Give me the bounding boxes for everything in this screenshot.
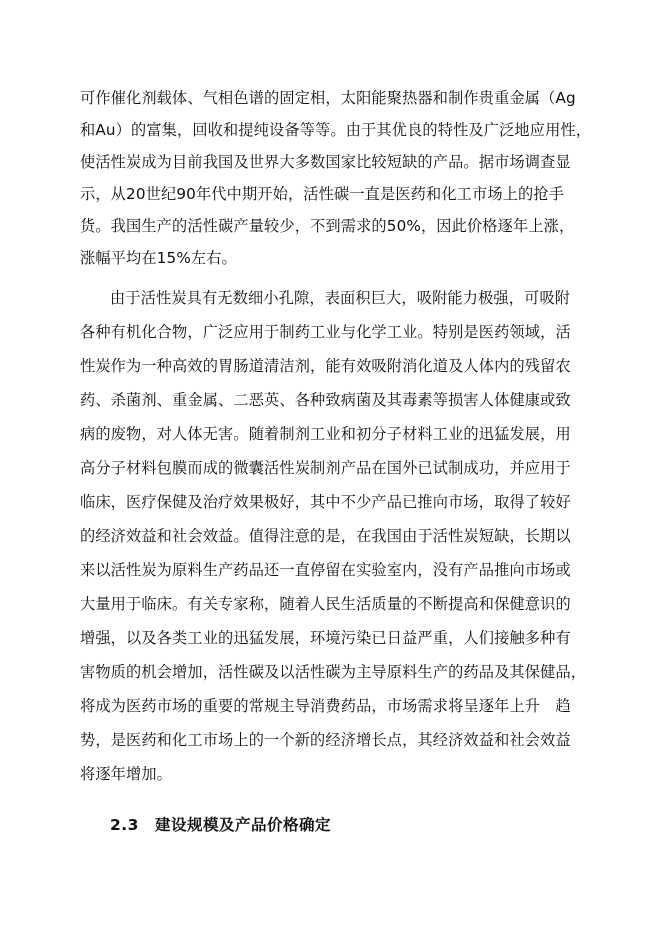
paragraph-line: 将逐年增加。 xyxy=(80,765,173,783)
paragraph-line: 将成为医药市场的重要的常规主导消费药品，市场需求将呈逐年上升 趋 xyxy=(80,697,571,715)
paragraph-line: 涨幅平均在15%左右。 xyxy=(80,249,237,267)
paragraph-line: 和Au）的富集，回收和提纯设备等等。由于其优良的特性及广泛地应用性， xyxy=(80,121,592,139)
paragraph-line: 病的废物，对人体无害。随着制剂工业和初分子材料工业的迅猛发展，用 xyxy=(80,425,571,443)
section-heading: 2.3 建设规模及产品价格确定 xyxy=(110,816,331,834)
paragraph-line: 货。我国生产的活性碳产量较少，不到需求的50%，因此价格逐年上涨， xyxy=(80,217,575,235)
paragraph-line: 高分子材料包膜而成的微囊活性炭制剂产品在国外已试制成功，并应用于 xyxy=(80,459,571,477)
paragraph-line: 大量用于临床。有关专家称，随着人民生活质量的不断提高和保健意识的 xyxy=(80,595,571,613)
paragraph-line: 可作催化剂载体、气相色谱的固定相，太阳能聚热器和制作贵重金属（Ag xyxy=(80,89,576,107)
paragraph-line: 临床，医疗保健及治疗效果极好，其中不少产品已推向市场，取得了较好 xyxy=(80,493,571,511)
paragraph-line: 使活性炭成为目前我国及世界大多数国家比较短缺的产品。据市场调查显 xyxy=(80,153,571,171)
paragraph-line: 势，是医药和化工市场上的一个新的经济增长点，其经济效益和社会效益 xyxy=(80,731,571,749)
paragraph-line: 来以活性炭为原料生产药品还一直停留在实验室内，没有产品推向市场或 xyxy=(80,561,571,579)
paragraph-line: 示，从20世纪90年代中期开始，活性碳一直是医药和化工市场上的抢手 xyxy=(80,185,565,203)
paragraph-line: 药、杀菌剂、重金属、二恶英、各种致病菌及其毒素等损害人体健康或致 xyxy=(80,391,571,409)
paragraph-line: 增强，以及各类工业的迅猛发展，环境污染已日益严重，人们接触多种有 xyxy=(80,629,571,647)
paragraph-line: 各种有机化合物，广泛应用于制药工业与化学工业。特别是医药领域，活 xyxy=(80,323,571,341)
paragraph-line: 性炭作为一种高效的胃肠道清洁剂，能有效吸附消化道及人体内的残留农 xyxy=(80,357,571,375)
paragraph-line: 的经济效益和社会效益。值得注意的是，在我国由于活性炭短缺，长期以 xyxy=(80,527,571,545)
paragraph-line: 由于活性炭具有无数细小孔隙，表面积巨大，吸附能力极强，可吸附 xyxy=(110,289,571,307)
paragraph-line: 害物质的机会增加，活性碳及以活性碳为主导原料生产的药品及其保健品， xyxy=(80,663,587,681)
